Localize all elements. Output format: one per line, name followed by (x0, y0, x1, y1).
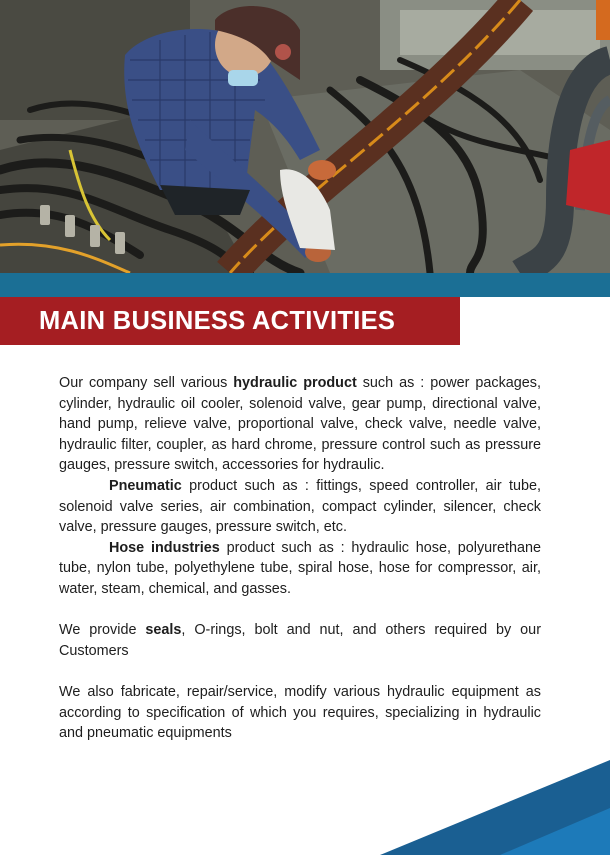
hydraulic-paragraph: Our company sell various hydraulic product such as : power packages, cylinder, hydraulic oil cooler, solenoid valve, gear pump, directional valve, hand pump, relieve valve, proportional valve, check valve, needle valve, hydraulic filter, coupler, as hard chrome, pressure control such as pressure gauges, pressure switch, accessories for hydraulic. (59, 375, 541, 474)
blue-accent-band (0, 273, 610, 297)
section-title: MAIN BUSINESS ACTIVITIES (39, 306, 396, 335)
hose-paragraph: Hose industries product such as : hydraulic hose, polyurethane tube, nylon tube, polyethylene tube, spiral hose, hose for compressor, air, water, steam, chemical, and gasses. (59, 539, 541, 597)
section-title-banner (0, 297, 460, 345)
seals-highlight: seals (145, 622, 182, 639)
hero-photo (0, 0, 610, 273)
pneumatic-highlight: Pneumatic (109, 477, 182, 494)
fabricate-paragraph: We also fabricate, repair/service, modify various hydraulic equipment as according to specification of which you requires, specializing in hydraulic and pneumatic equipments (59, 683, 541, 742)
pneumatic-paragraph: Pneumatic product such as : fittings, speed controller, air tube, solenoid valve series, air combination, compact cylinder, silencer, check valve, pressure gauges, pressure switch, etc. (59, 477, 541, 536)
body-text (59, 373, 541, 744)
hero-photo-drawing (0, 0, 610, 273)
corner-triangle-light (500, 808, 610, 855)
hydraulic-product-highlight: hydraulic product (233, 375, 357, 391)
seals-paragraph: We provide seals, O-rings, bolt and nut, and others required by our Customers (59, 622, 541, 659)
corner-triangle-dark (380, 760, 610, 855)
hose-industries-highlight: Hose industries (109, 539, 220, 556)
